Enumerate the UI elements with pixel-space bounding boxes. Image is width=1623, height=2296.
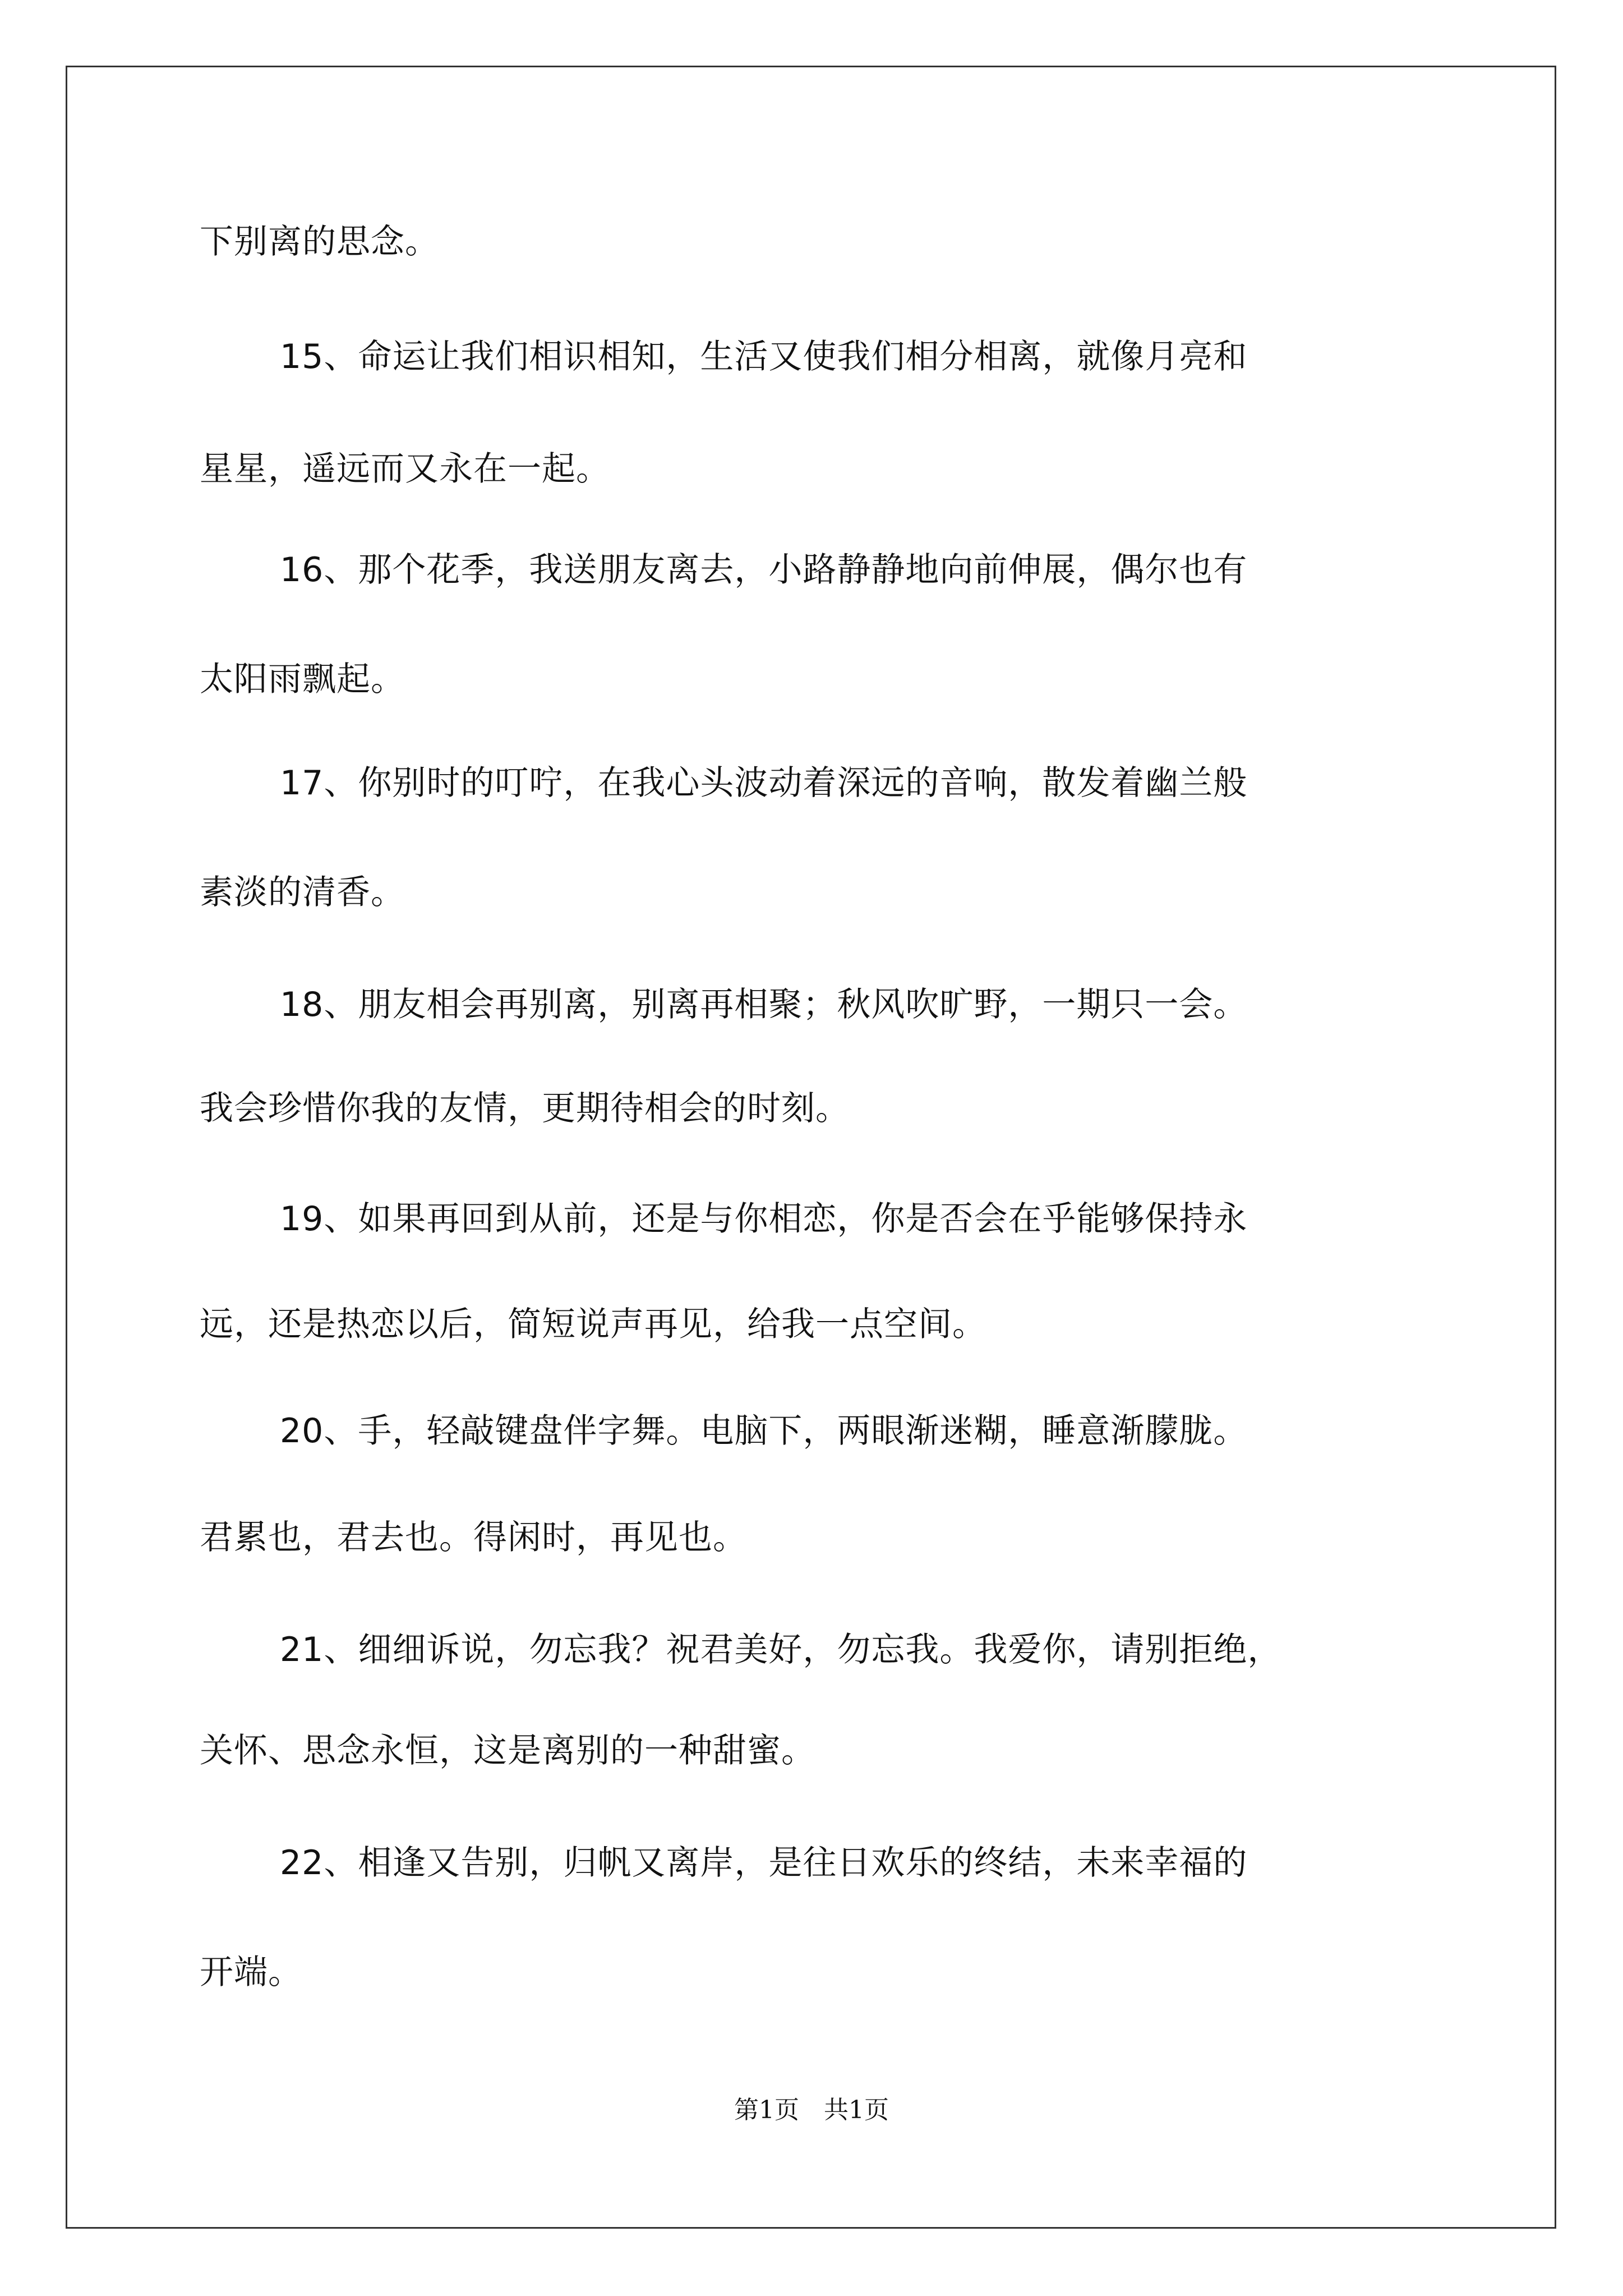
text-line: 21、细细诉说，勿忘我？祝君美好，勿忘我。我爱你，请别拒绝， bbox=[280, 1630, 1282, 1669]
text-line: 星星，遥远而又永在一起。 bbox=[200, 449, 610, 489]
page-border bbox=[66, 66, 1556, 2229]
text-line: 15、命运让我们相识相知，生活又使我们相分相离，就像月亮和 bbox=[280, 337, 1248, 376]
text-line: 18、朋友相会再别离，别离再相聚；秋风吹旷野，一期只一会。 bbox=[280, 985, 1248, 1024]
text-line: 关怀、思念永恒，这是离别的一种甜蜜。 bbox=[200, 1731, 815, 1770]
text-line: 下别离的思念。 bbox=[200, 222, 439, 261]
text-line: 素淡的清香。 bbox=[200, 873, 405, 912]
text-line: 远，还是热恋以后，简短说声再见，给我一点空间。 bbox=[200, 1305, 986, 1344]
text-line: 19、如果再回到从前，还是与你相恋，你是否会在乎能够保持永 bbox=[280, 1199, 1248, 1239]
text-line: 君累也，君去也。得闲时，再见也。 bbox=[200, 1518, 747, 1557]
text-line: 我会珍惜你我的友情，更期待相会的时刻。 bbox=[200, 1089, 850, 1128]
text-line: 16、那个花季，我送朋友离去，小路静静地向前伸展，偶尔也有 bbox=[280, 550, 1248, 590]
text-line: 17、你别时的叮咛，在我心头波动着深远的音响，散发着幽兰般 bbox=[280, 763, 1248, 803]
text-line: 太阳雨飘起。 bbox=[200, 660, 405, 699]
page-footer: 第1页 共1页 bbox=[734, 2096, 889, 2124]
text-line: 开端。 bbox=[200, 1953, 302, 1992]
text-line: 20、手，轻敲键盘伴字舞。电脑下，两眼渐迷糊，睡意渐朦胧。 bbox=[280, 1411, 1248, 1451]
text-line: 22、相逢又告别，归帆又离岸，是往日欢乐的终结，未来幸福的 bbox=[280, 1843, 1248, 1883]
